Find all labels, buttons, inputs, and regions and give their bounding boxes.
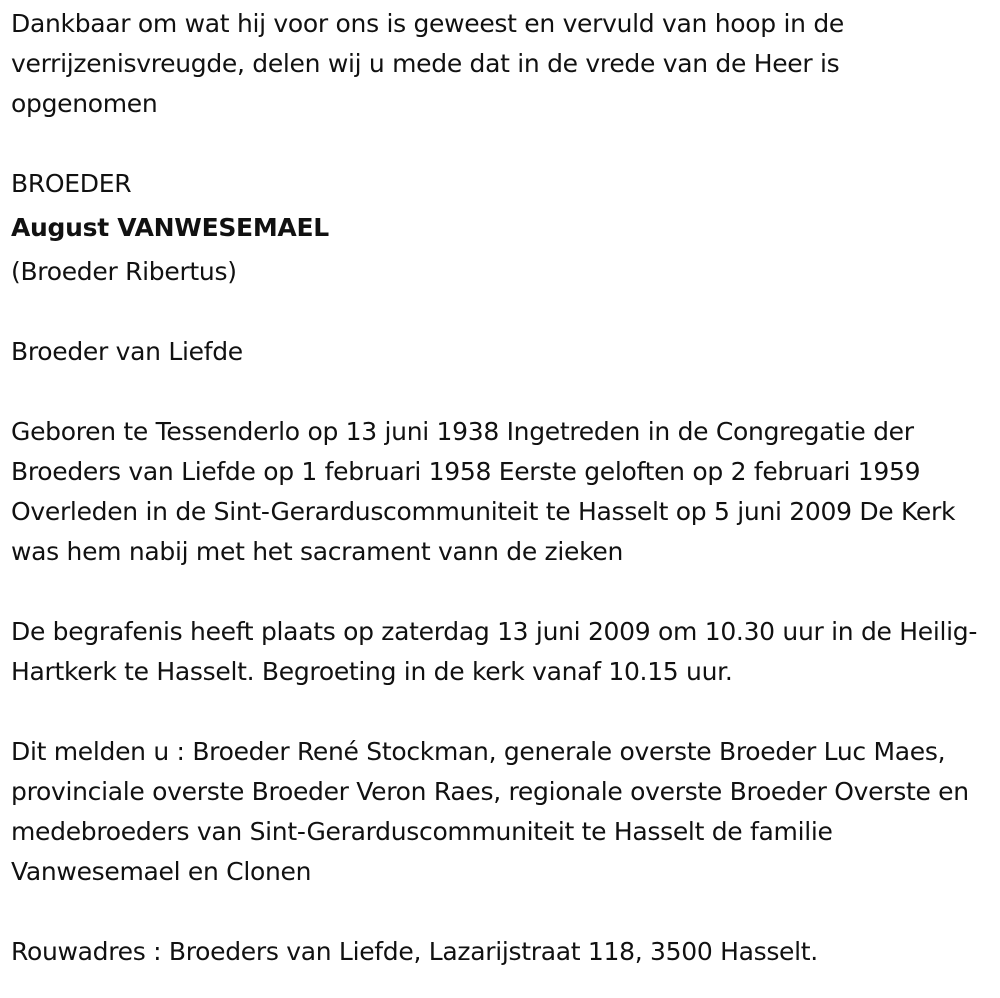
funeral-paragraph: De begrafenis heeft plaats op zaterdag 13 juni 2009 om 10.30 uur in de Heilig-Hartkerk te Hasselt. Begroeting in de kerk vanaf 10.15 uur. [11, 617, 978, 686]
announcers-paragraph: Dit melden u : Broeder René Stockman, generale overste Broeder Luc Maes, provinciale overste Broeder Veron Raes, regionale overste Broeder Overste en medebroeders van Sint-Gerarduscommuniteit te Hasselt de familie Vanwesemael en Clonen [11, 737, 969, 886]
deceased-name: August VANWESEMAEL [11, 213, 329, 242]
intro-paragraph: Dankbaar om wat hij voor ons is geweest en vervuld van hoop in de verrijzenisvreugde, delen wij u mede dat in de vrede van de Heer is opgenomen [11, 9, 844, 118]
spacer [11, 572, 990, 612]
spacer [11, 124, 990, 164]
spacer [11, 692, 990, 732]
biography-paragraph: Geboren te Tessenderlo op 13 juni 1938 Ingetreden in de Congregatie der Broeders van Liefde op 1 februari 1958 Eerste geloften op 2 februari 1959 Overleden in de Sint-Gerarduscommuniteit te Hasselt op 5 juni 2009 De Kerk was hem nabij met het sacrament vann de zieken [11, 417, 956, 566]
title-line: BROEDER [11, 169, 132, 198]
congregation-line: Broeder van Liefde [11, 337, 243, 366]
religious-name: (Broeder Ribertus) [11, 257, 237, 286]
spacer [11, 892, 990, 932]
spacer [11, 292, 990, 332]
spacer [11, 372, 990, 412]
address-line: Rouwadres : Broeders van Liefde, Lazarijstraat 118, 3500 Hasselt. [11, 937, 818, 966]
